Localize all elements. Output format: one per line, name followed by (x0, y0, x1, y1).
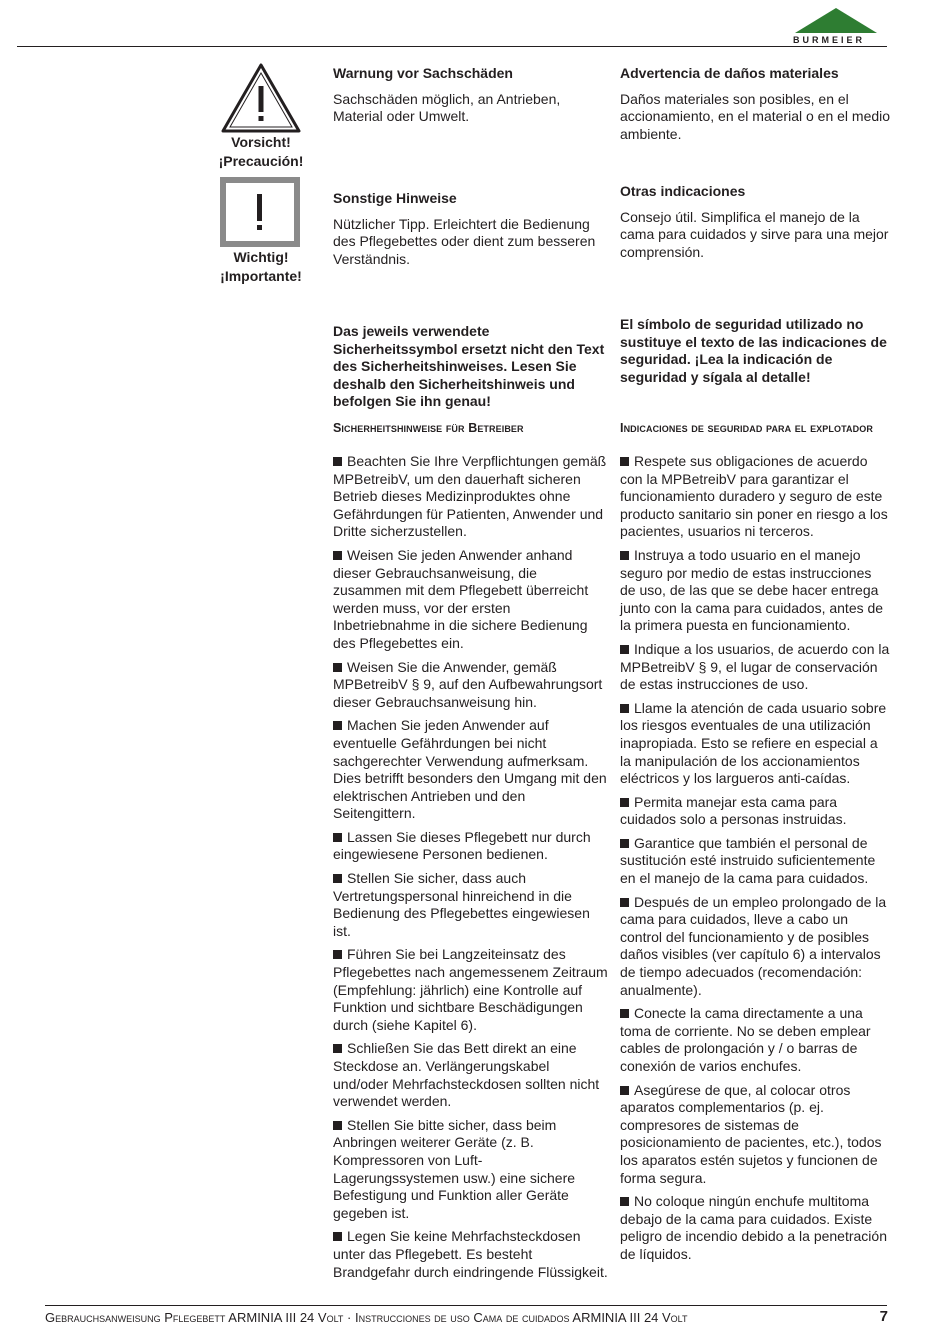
list-item (620, 1005, 890, 1075)
list-item-text: Permita manejar esta cama para cuidados solo a personas instruidas. (620, 793, 847, 828)
burmeier-logo-icon (795, 8, 877, 34)
list-item-text: Asegúrese de que, al colocar otros aparatos complementarios (p. ej. compresores de sistemas de posicionamiento de pacientes, etc.), todos los aparatos estén sujetos y funcionen de forma segura. (620, 1081, 882, 1186)
list-item (620, 794, 890, 829)
bullet-square-icon (620, 1197, 629, 1206)
list-item-text: Führen Sie bei Langzeiteinsatz des Pflegebettes nach angemessenem Zeitraum (Empfehlung: jährlich) eine Kontrolle auf Funktion und sichtbare Beschädigungen durch (siehe Kapitel 6). (333, 946, 608, 1033)
bullet-square-icon (620, 839, 629, 848)
warning-label-de: Vorsicht! (231, 134, 291, 150)
bullet-square-icon (620, 798, 629, 807)
list-item (620, 1193, 890, 1263)
exclamation-box-icon (220, 177, 300, 247)
operator-title-de: Sicherheitshinweise für Betreiber (333, 421, 524, 435)
list-item-text: Respete sus obligaciones de acuerdo con la MPBetreibV para garantizar el funcionamiento duradero y seguro de este producto sanitario sin poner en riesgo a los pacientes, usuarios ni terceros. (620, 453, 888, 540)
bullet-square-icon (620, 645, 629, 654)
bullet-square-icon (620, 898, 629, 907)
info-label-es: ¡Importante! (220, 268, 302, 284)
bullet-square-icon (620, 1086, 629, 1095)
list-item (333, 717, 608, 823)
list-item (333, 453, 608, 541)
page-number: 7 (879, 1308, 888, 1325)
bullet-square-icon (333, 721, 342, 730)
list-item-text: Legen Sie keine Mehrfachsteckdosen unter das Pflegebett. Es besteht Brandgefahr durch eindringende Flüssigkeit. (333, 1228, 608, 1280)
list-item (620, 835, 890, 888)
bullet-square-icon (333, 457, 342, 466)
info-block-de (333, 190, 608, 268)
bullet-square-icon (333, 1232, 342, 1241)
list-item-text: No coloque ningún enchufe multitoma debajo de la cama para cuidados. Existe peligro de incendio debido a la penetración de líquidos. (620, 1193, 887, 1262)
list-item (620, 453, 890, 541)
list-item (620, 547, 890, 635)
warning-label-es: ¡Precaución! (218, 153, 304, 169)
operator-title-es: Indicaciones de seguridad para el explotador (620, 421, 873, 435)
list-item (333, 870, 608, 940)
warning-text-de: Sachschäden möglich, an Antrieben, Material oder Umwelt. (333, 90, 561, 125)
list-item-text: Stellen Sie sicher, dass auch Vertretungspersonal hinreichend in die Bedienung des Pflegebettes eingewiesen ist. (333, 870, 590, 939)
list-item (333, 1117, 608, 1223)
footer-text: Gebrauchsanweisung Pflegebett ARMINIA III 24 Volt · Instrucciones de uso Cama de cuidados ARMINIA III 24 Volt (45, 1310, 688, 1325)
list-item-text: Instruya a todo usuario en el manejo seguro por medio de estas instrucciones de uso, de las que se debe hacer entrega junto con la cama para cuidados, antes de la primera puesta en funcionamiento. (620, 546, 884, 634)
warning-title-es: Advertencia de daños materiales (620, 65, 839, 81)
list-item-text: Garantice que también el personal de sustitución esté instruido suficientemente en el manejo de la cama para cuidados. (620, 834, 876, 887)
footer-rule (45, 1305, 887, 1306)
list-item-text: Machen Sie jeden Anwender auf eventuelle Gefährdungen bei nicht sachgerechter Verwendung aufmerksam. Dies betrifft besonders den Umgang mit den elektrischen Antrieben und den Seitengittern. (333, 717, 607, 822)
list-item-text: Conecte la cama directamente a una toma de corriente. No se deben emplear cables de prolongación y / o barras de conexión de varios enchufes. (620, 1005, 871, 1074)
list-item-text: Llame la atención de cada usuario sobre los riesgos eventuales de una utilización inapropiada. Esto se refiere en especial a la manipulación de los accionamientos eléctricos y los largueros anti-caídas. (620, 699, 887, 787)
operator-section-es (620, 419, 890, 1270)
list-item (333, 829, 608, 864)
operator-list-de (333, 453, 608, 1281)
bullet-square-icon (620, 1009, 629, 1018)
warning-block-de (333, 65, 608, 126)
list-item-text: Stellen Sie bitte sicher, dass beim Anbringen weiterer Geräte (z. B. Kompressoren von Luft-Lagerungssystemen usw.) eine sichere Befestigung und Funktion aller Geräte gegeben ist. (333, 1116, 576, 1221)
list-item (333, 1228, 608, 1281)
list-item-text: Weisen Sie die Anwender, gemäß MPBetreibV § 9, auf den Aufbewahrungsort dieser Gebrauchsanweisung hin. (333, 658, 603, 710)
bullet-square-icon (333, 833, 342, 842)
bullet-square-icon (620, 704, 629, 713)
list-item-text: Después de un empleo prolongado de la cama para cuidados, lleve a cabo un control del funcionamiento y de posibles daños visibles (ver capítulo 6) a intervalos de tiempo adecuados (recomendación: anualmente). (620, 893, 887, 998)
bullet-square-icon (333, 950, 342, 959)
bullet-square-icon (333, 874, 342, 883)
warning-block-es (620, 65, 895, 143)
info-block-es (620, 183, 895, 261)
list-item (333, 1040, 608, 1110)
warning-icon-label (211, 133, 311, 171)
list-item-text: Schließen Sie das Bett direkt an eine Steckdose an. Verlängerungskabel und/oder Mehrfachsteckdosen sollten nicht verwendet werden. (333, 1040, 600, 1110)
list-item (333, 659, 608, 712)
info-title-de: Sonstige Hinweise (333, 190, 457, 206)
symbol-note-es: El símbolo de seguridad utilizado no sustituye el texto de las indicaciones de seguridad. ¡Lea la indicación de seguridad y sígala al detalle! (620, 316, 887, 385)
list-item-text: Lassen Sie dieses Pflegebett nur durch eingewiesene Personen bedienen. (333, 828, 591, 863)
list-item (620, 1082, 890, 1188)
info-text-es: Consejo útil. Simplifica el manejo de la cama para cuidados y sirve para una mejor comprensión. (620, 208, 889, 260)
logo-text: BURMEIER (793, 35, 866, 45)
bullet-square-icon (333, 663, 342, 672)
warning-text-es: Daños materiales son posibles, en el accionamiento, en el material o en el medio ambiente. (620, 90, 891, 142)
operator-list-es (620, 453, 890, 1264)
bullet-square-icon (620, 457, 629, 466)
list-item-text: Beachten Sie Ihre Verpflichtungen gemäß MPBetreibV, um den dauerhaft sicheren Betrieb dieses Medizinproduktes ohne Gefährdungen für Patienten, Anwender und Dritte sicherzustellen. (333, 453, 607, 540)
header-rule (17, 46, 887, 47)
list-item (333, 547, 608, 653)
info-icon-label (211, 248, 311, 286)
operator-section-de (333, 419, 608, 1287)
symbol-note-de: Das jeweils verwendete Sicherheitssymbol ersetzt nicht den Text des Sicherheitshinweises. Lesen Sie deshalb den Sicherheitshinweis und befolgen Sie ihn genau! (333, 323, 605, 410)
bullet-square-icon (333, 1044, 342, 1053)
list-item-text: Indique a los usuarios, de acuerdo con la MPBetreibV § 9, el lugar de conservación de estas instrucciones de uso. (620, 640, 890, 693)
list-item (620, 700, 890, 788)
bullet-square-icon (333, 551, 342, 560)
list-item (620, 641, 890, 694)
info-title-es: Otras indicaciones (620, 183, 746, 199)
bullet-square-icon (620, 551, 629, 560)
bullet-square-icon (333, 1121, 342, 1130)
warning-title-de: Warnung vor Sachschäden (333, 65, 513, 81)
list-item (333, 946, 608, 1034)
info-label-de: Wichtig! (233, 249, 289, 265)
info-text-de: Nützlicher Tipp. Erleichtert die Bedienung des Pflegebettes oder dient zum besseren Verständnis. (333, 215, 596, 267)
warning-triangle-icon (220, 62, 302, 134)
list-item-text: Weisen Sie jeden Anwender anhand dieser Gebrauchsanweisung, die zusammen mit dem Pflegebett überreicht werden muss, vor der ersten Inbetriebnahme in die sichere Bedienung des Pflegebettes ein. (333, 546, 589, 651)
list-item (620, 894, 890, 1000)
